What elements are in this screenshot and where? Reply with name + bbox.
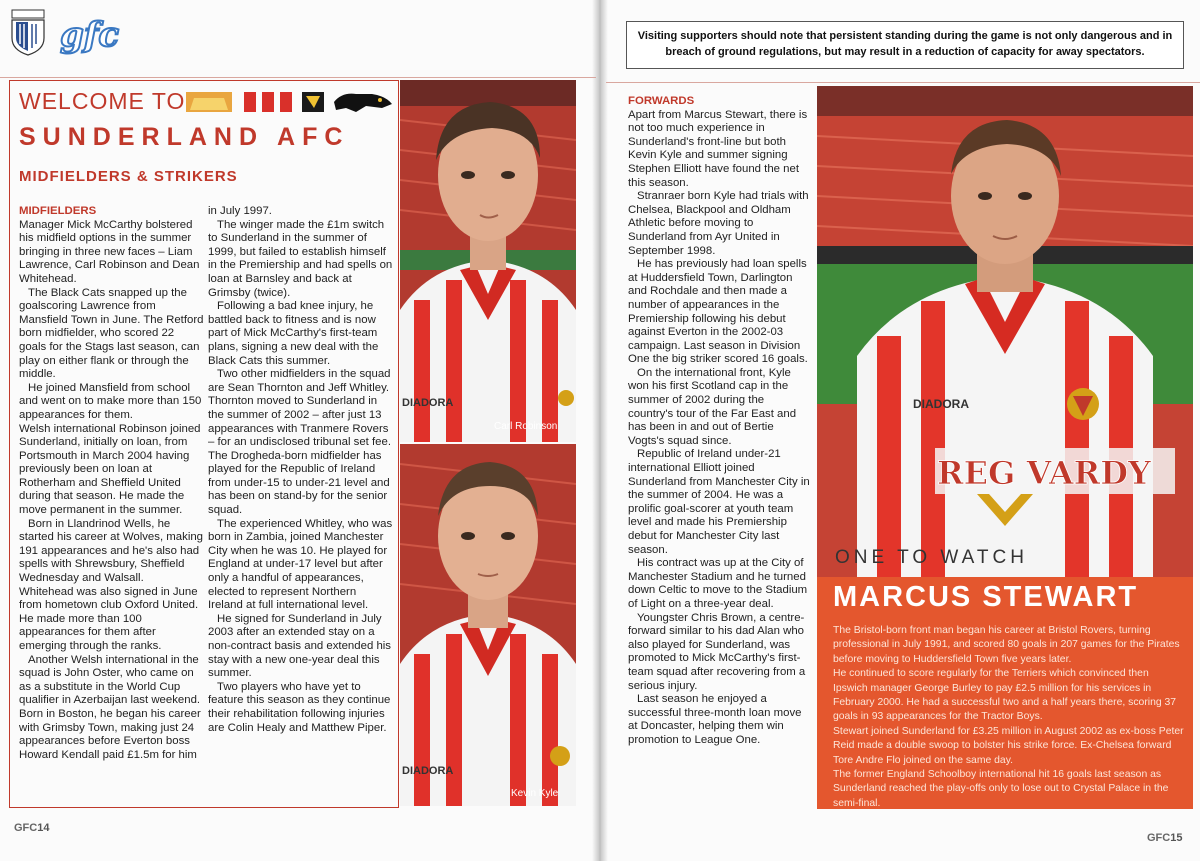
paragraph: Last season he enjoyed a successful three-month loan move at Doncaster, helping them win promotion to League One. [628, 693, 802, 746]
player-photo-kyle [400, 444, 576, 806]
paragraph: He has previously had loan spells at Huddersfield Town, Darlington and Rochdale and then made a number of appearances in the Premiership following his debut against Everton in the 2002-03 campaign. Last season in Division One the big striker scored 16 goals. [628, 258, 808, 366]
one-to-watch-label: ONE TO WATCH [835, 547, 1028, 568]
title-line-2: SUNDERLAND AFC [19, 123, 350, 151]
paragraph: Following a bad knee injury, he battled back to fitness and is now part of Mick McCarthy's first-team plans, signing a new deal with the Black Cats this summer. [208, 300, 379, 367]
title-line-1: WELCOME TO [19, 88, 186, 114]
paragraph: The Drogheda-born midfielder has played for the Republic of Ireland from under-15 to under-21 level and has been on stand-by for the senior squad. [208, 449, 390, 517]
club-banners-icon [186, 90, 396, 114]
paragraph: Stewart joined Sunderland for £3.25 million in August 2002 as ex-boss Peter Reid made a double swoop to bolster his strike force. Ex-Chelsea forward Tore Andre Flo joined on the same day. [833, 725, 1184, 766]
svg-text:DIADORA: DIADORA [913, 397, 969, 411]
one-to-watch-name: MARCUS STEWART [833, 581, 1139, 613]
page-number: 15 [1170, 832, 1183, 844]
svg-text:gfc: gfc [60, 15, 120, 55]
paragraph: Whitehead was also signed in June from hometown club Oxford United. He made more than 100 appearances for them after emerging through the ranks. [19, 585, 199, 652]
header-rule-right [606, 82, 1200, 83]
paragraph: Youngster Chris Brown, a centre-forward similar to his dad Alan who also played for Sunderland, was promoted to Mick McCarthy's first-team squad after recovering from a serious injury. [628, 611, 806, 692]
club-crest-icon [10, 8, 46, 56]
page-number: 14 [37, 822, 50, 834]
paragraph: Manager Mick McCarthy bolstered his midfield options in the summer bringing in three new faces – Liam Lawrence, Carl Robinson and Dean Whitehead. [19, 218, 200, 285]
right-column [628, 95, 810, 748]
player-photo-robinson [400, 80, 576, 442]
svg-text:DIADORA: DIADORA [402, 765, 454, 777]
visiting-supporters-notice: Visiting supporters should note that persistent standing during the game is not only dangerous and in breach of ground regulations, but may result in a reduction of capacity for away spectators. [626, 21, 1184, 69]
paragraph: The experienced Whitley, who was born in Zambia, joined Manchester City when he was 10. He played for England at under-17 level but after only a handful of appearances, elected to represent Northern Ireland at full international level. [208, 517, 393, 612]
paragraph: He signed for Sunderland in July 2003 after an extended stay on a non-contract basis and extended his stay with a new one-year deal this summer. [208, 612, 392, 680]
paragraph: The Black Cats snapped up the goalscoring Lawrence from Mansfield Town in June. The Retford born midfielder, who scored 22 goals for the Stags last season, can play on either flank or through the middle. [19, 286, 204, 381]
paragraph: His contract was up at the City of Manchester Stadium and he turned down Celtic to move to the Stadium of Light on a three-year deal. [628, 557, 808, 610]
svg-text:DIADORA: DIADORA [402, 397, 454, 409]
paragraph: The winger made the £1m switch to Sunderland in the summer of 1999, but failed to establish himself in the Premiership and had spells on loan at Barnsley and back at Grimsby (twice). [208, 218, 393, 299]
forwards-heading: FORWARDS [628, 95, 695, 107]
page-gutter [592, 0, 608, 861]
paragraph: Republic of Ireland under-21 international Elliott joined Sunderland from Manchester City in the summer of 2004. He was a prolific goal-scorer at youth team level and made his Premiership debut for Manchester City last season. [628, 448, 810, 556]
page-number-left [14, 822, 49, 834]
paragraph: Stranraer born Kyle had trials with Chelsea, Blackpool and Oldham Athletic before moving to Sunderland from Ayr United in September 1998. [628, 190, 809, 257]
paragraph: Another Welsh international in the squad is John Oster, who came on as a substitute in the World Cup qualifier in Azerbaijan last weekend. Born in Boston, he began his career with Grimsby Town, making just 24 appearances before Everton boss Howard Kendall paid £1.5m for him [19, 653, 201, 761]
photo-caption: Kevin Kyle [511, 788, 559, 799]
header-rule-left [0, 77, 596, 78]
paragraph: Two other midfielders in the squad are Sean Thornton and Jeff Whitley. Thornton moved to Sunderland in the summer of 2002 – after just 13 appearances with Tranmere Rovers – for an undisclosed tribunal set fee. [208, 368, 391, 449]
article-subtitle: MIDFIELDERS & STRIKERS [19, 168, 238, 185]
player-photo-stewart [817, 86, 1193, 577]
svg-text:REG VARDY: REG VARDY [937, 454, 1151, 492]
page-prefix: GFC [14, 822, 38, 834]
paragraph: He joined Mansfield from school and went on to make more than 150 appearances for them. [19, 381, 202, 421]
paragraph: in July 1997. [208, 205, 272, 217]
one-to-watch-text [833, 624, 1185, 811]
page-prefix: GFC [1147, 832, 1171, 844]
paragraph: The former England Schoolboy international hit 16 goals last season as Sunderland reached the play-offs only to lose out to Crystal Palace in the semi-final. [833, 769, 1169, 809]
player-image [400, 80, 576, 442]
paragraph: The Bristol-born front man began his career at Bristol Rovers, turning professional in July 1991, and scored 80 goals in 207 games for the Pirates before moving to Huddersfield Town five years later. [833, 625, 1180, 665]
paragraph: Apart from Marcus Stewart, there is not too much experience in Sunderland's front-line but both Kevin Kyle and summer signing Stephen Elliott have found the net this season. [628, 108, 808, 189]
paragraph: He continued to score regularly for the Terriers which convinced then Ipswich manager George Burley to pay £2.5 million for his services in February 2000. He had a successful two and a half years there, scoring 37 goals in 93 appearances for the Tractor Boys. [833, 668, 1177, 723]
midfielders-heading: MIDFIELDERS [19, 205, 97, 217]
gfc-logo [58, 10, 136, 58]
left-column-1 [19, 205, 204, 762]
player-image [400, 444, 576, 806]
paragraph: Welsh international Robinson joined Sunderland, initially on loan, from Portsmouth in March 2004 having previously been on loan at Rotherham and Sheffield United during that season. He made the move permanent in the summer. [19, 422, 201, 517]
paragraph: On the international front, Kyle won his first Scotland cap in the summer of 2002 during the country's tour of the Far East and has been in and out of Bertie Vogts's squad since. [628, 366, 797, 447]
player-image [817, 86, 1193, 577]
page-number-right [1147, 832, 1182, 844]
paragraph: Two players who have yet to feature this season as they continue their rehabilitation following injuries are Colin Healy and Matthew Piper. [208, 680, 391, 734]
left-column-2 [208, 205, 394, 735]
photo-caption: Carl Robinson [494, 421, 558, 432]
paragraph: Born in Llandrinod Wells, he started his career at Wolves, making 191 appearances and he's also had spells with Shrewsbury, Sheffield Wednesday and Walsall. [19, 517, 204, 585]
